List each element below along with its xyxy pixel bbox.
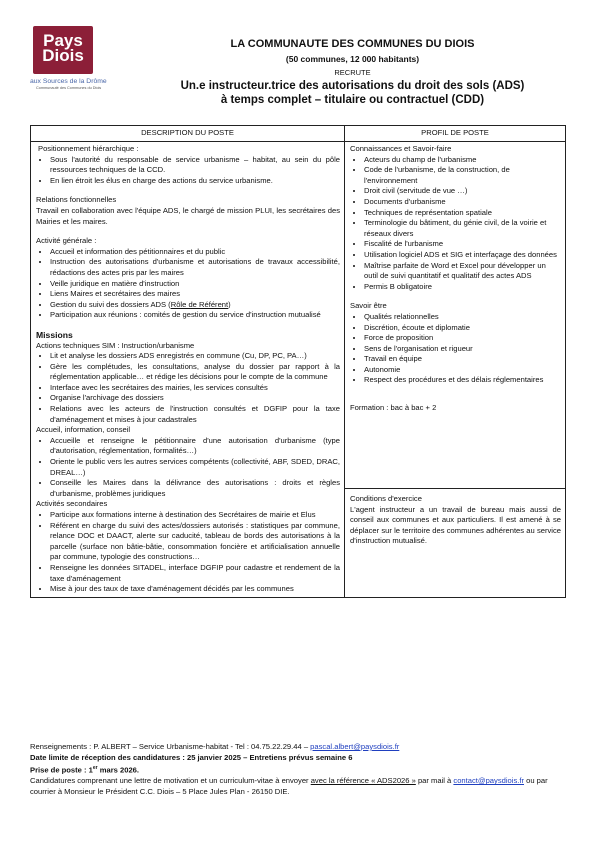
col-header-description: DESCRIPTION DU POSTE [31,126,345,142]
list-item: • Documents d'urbanisme [364,197,561,208]
start-date-b: mars 2026. [97,765,140,775]
header [110,38,595,107]
activity-heading: Activité générale : [36,236,97,246]
profile-cell [345,142,566,489]
conditions-heading: Conditions d'exercice [350,494,422,503]
list-item: • Relations avec les acteurs de l'instruction consultés et DGFIP pour la taxe d'aménagement et mises à jour cadastrales [50,404,340,425]
logo [30,26,107,90]
list-item: • Sens de l'organisation et rigueur [364,344,561,355]
sim-heading: Actions techniques SIM : Instruction/urbanisme [36,340,195,350]
list-item: • Autonomie [364,365,561,376]
application-text-2: par mail à [415,776,454,786]
logo-line1: Pays [43,31,83,50]
list-item: • Permis B obligatoire [364,282,561,293]
list-item: • Terminologie du bâtiment, du génie civil, de la voirie et réseaux divers [364,218,561,239]
list-item: • Techniques de représentation spatiale [364,208,561,219]
job-table [30,125,566,598]
positioning-heading: Positionnement hiérarchique : [38,144,139,153]
start-date-sup: er [92,765,98,772]
list-item: • Maîtrise parfaite de Word et Excel pour développer un outil de suivi quantitatif et qualitatif des actes ADS [364,261,561,282]
sim-list [36,351,340,425]
missions-heading: Missions [36,329,73,340]
logo-caption: Communauté des Communes du Diois [36,86,102,90]
application-address: ou par courrier à Monsieur le Président C.C. Diois – 5 Place Jules Plan - 26150 DIE. [30,776,548,796]
gestion-text: Gestion du suivi des dossiers ADS ( [50,299,171,309]
reference-code: avec la référence « ADS2026 » [310,776,416,786]
list-item: • Organise l'archivage des dossiers [50,393,340,404]
list-item: • Veille juridique en matière d'instruction [50,279,340,290]
knowledge-list [350,155,561,293]
list-item: • Participe aux formations interne à destination des Secrétaires de mairie et Elus [50,510,340,521]
accueil-heading: Accueil, information, conseil [36,425,131,435]
application-text: Candidatures comprenant une lettre de motivation et un curriculum-vitae à envoyer [30,776,311,786]
relations-text: Travail en collaboration avec l'équipe ADS, le chargé de mission PLUI, les secrétaires des Mairies et les maires. [36,205,340,226]
activity-list [36,247,340,321]
referent-role: Rôle de Référent [170,299,229,309]
deadline-line: Date limite de réception des candidatures : 25 janvier 2025 – Entretiens prévus semaine 6 [30,752,353,762]
gestion-end: ) [228,299,231,309]
accueil-list [36,436,340,500]
list-item: • Lit et analyse les dossiers ADS enregistrés en commune (Cu, DP, PC, PA…) [50,351,340,362]
list-item: • Qualités relationnelles [364,312,561,323]
start-date-a: Prise de poste : 1 [30,765,93,775]
list-item: • Accueil et information des pétitionnaires et du public [50,247,340,258]
positioning-list [36,155,340,187]
relations-heading: Relations fonctionnelles [36,195,117,205]
contact-text: Renseignements : P. ALBERT – Service Urbanisme-habitat - Tel : 04.75.22.29.44 – [30,742,311,751]
list-item: • Participation aux réunions : comités de gestion du service d'instruction mutualisé [50,310,340,321]
secondary-heading: Activités secondaires [36,499,108,509]
list-item: • Acteurs du champ de l'urbanisme [364,155,561,166]
list-item: • Liens Maires et secrétaires des maires [50,289,340,300]
list-item: • Gère les complétudes, les consultations, analyse du dossier par rapport à la réglementation applicable… et rédige les décisions pour le compte de la commune [50,362,340,383]
soft-skills-list [350,312,561,386]
list-item: • Respect des procédures et des délais réglementaires [364,375,561,386]
soft-skills-heading: Savoir être [350,301,387,311]
list-item [50,300,340,311]
recrute-label: RECRUTE [334,68,371,77]
formation-text: Formation : bac à bac + 2 [350,403,437,413]
list-item: • Renseigne les données SITADEL, interface DGFIP pour cadastre et rendement de la taxe d'aménagement [50,563,340,584]
conditions-cell [345,489,566,598]
org-title: LA COMMUNAUTE DES COMMUNES DU DIOIS [230,38,475,50]
description-cell [31,142,345,598]
conditions-text: L'agent instructeur a un travail de bureau mais aussi de conseil aux communes et aux particuliers. Il est amené à se déplacer sur le territoire des communes adhérentes au service d'instruction mutualisé. [350,504,561,546]
logo-badge [33,26,93,74]
org-subtitle: (50 communes, 12 000 habitants) [285,54,420,64]
list-item: • Instruction des autorisations d'urbanisme et autorisations de travaux accessibilité, rédactions des actes pris par les maires [50,257,340,278]
list-item: • Mise à jour des taux de taxe d'aménagement décidés par les communes [50,584,340,595]
footer [30,742,570,798]
job-title: Un.e instructeur.trice des autorisations du droit des sols (ADS) [180,80,525,92]
contact-line [30,742,570,753]
secondary-list [36,510,340,595]
list-item: • En lien étroit les élus en charge des actions du service urbanisme. [50,176,340,187]
list-item: • Sous l'autorité du responsable de service urbanisme – habitat, au sein du pôle ressources techniques de la CCD. [50,155,340,176]
list-item: • Discrétion, écoute et diplomatie [364,323,561,334]
application-line [30,776,570,797]
list-item: • Utilisation logiciel ADS et SIG et interfaçage des données [364,250,561,261]
logo-line2: Diois [42,46,84,65]
col-header-profile: PROFIL DE POSTE [345,126,566,142]
list-item: • Oriente le public vers les autres services compétents (collectivité, ABF, SDED, DRAC, DREAL…) [50,457,340,478]
list-item: • Travail en équipe [364,354,561,365]
list-item: • Force de proposition [364,333,561,344]
list-item: • Conseille les Maires dans la délivrance des autorisations : droits et règles d'urbanisme, problèmes juridiques [50,478,340,499]
list-item: • Référent en charge du suivi des actes/dossiers autorisés : statistiques par commune, relance DOC et DAACT, alerte sur caducité, tableau de bords des autorisations à la parcelle (surface non bâtie-bâtie, consommation foncière et artificialisation annuelle par commune, typologie des constructions… [50,521,340,563]
knowledge-heading: Connaissances et Savoir-faire [350,144,452,153]
list-item: • Droit civil (servitude de vue …) [364,186,561,197]
list-item: • Fiscalité de l'urbanisme [364,239,561,250]
application-email-link[interactable]: contact@paysdiois.fr [453,776,524,786]
start-date-line [30,763,570,776]
logo-tagline: aux Sources de la Drôme [30,78,107,85]
list-item: • Code de l'urbanisme, de la construction, de l'environnement [364,165,561,186]
job-contract: à temps complet – titulaire ou contractuel (CDD) [220,94,485,106]
contact-email-link[interactable]: pascal.albert@paysdiois.fr [310,742,400,751]
list-item: • Interface avec les secrétaires des mairies, les services consultés [50,383,340,394]
list-item: • Accueille et renseigne le pétitionnaire d'une autorisation d'urbanisme (type d'autorisation, réglementation, formalités…) [50,436,340,457]
